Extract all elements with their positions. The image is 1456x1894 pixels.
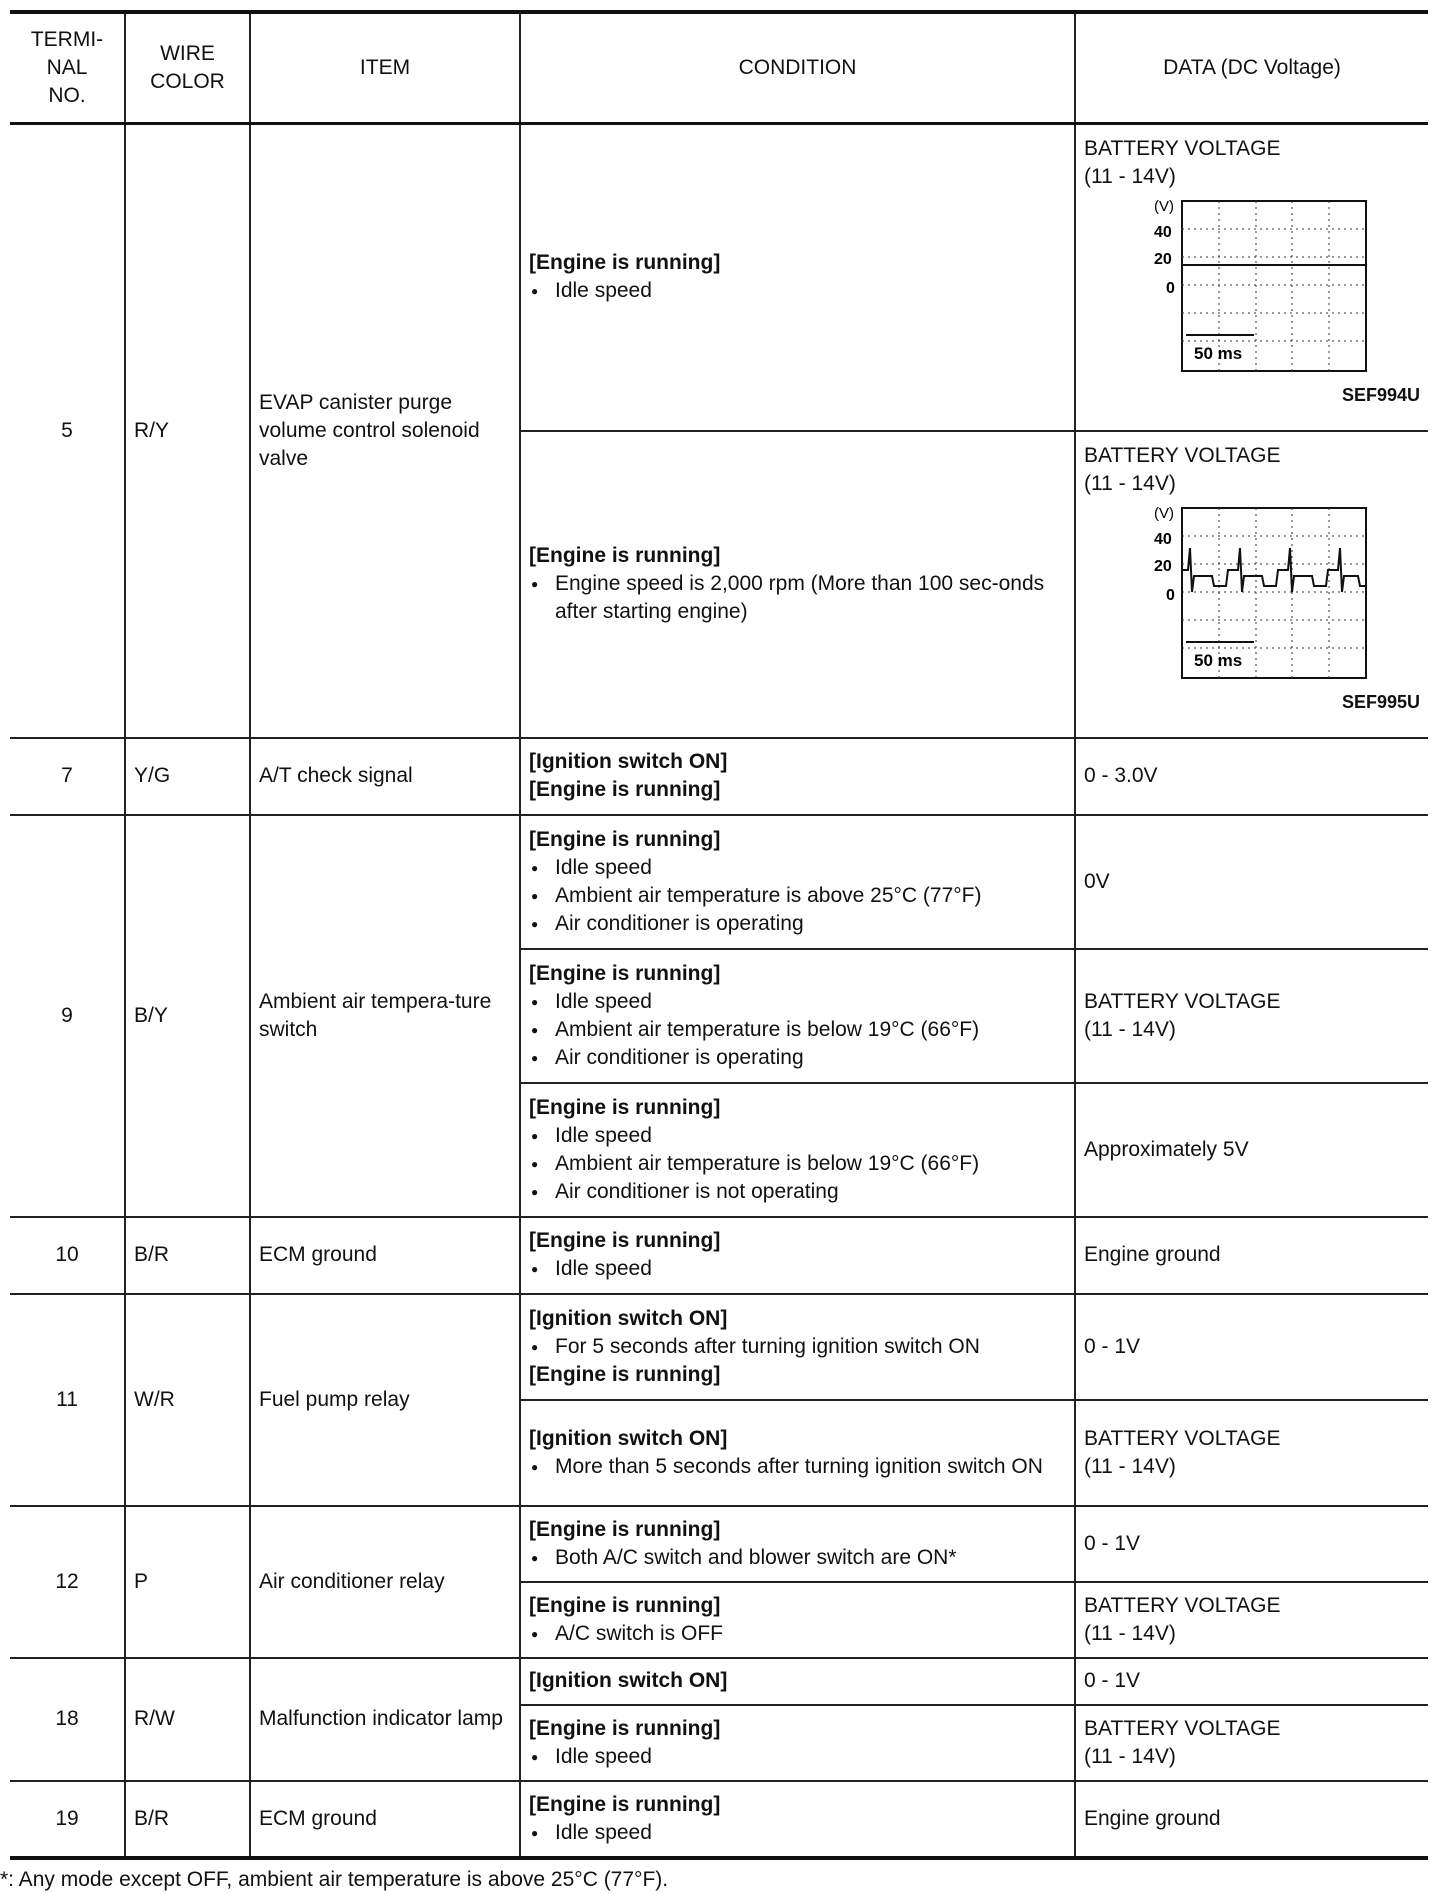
wire-color: B/R	[125, 1217, 250, 1294]
data-value: BATTERY VOLTAGE (11 - 14V)	[1075, 1582, 1428, 1658]
condition	[520, 949, 1075, 1083]
y-tick-label: 20	[1154, 557, 1172, 575]
condition	[520, 1658, 1075, 1705]
condition-bullet: ● Idle speed	[529, 854, 1066, 882]
table-row	[10, 1781, 1428, 1858]
condition-heading: [Ignition switch ON] [Engine is running]	[529, 750, 728, 801]
time-scale-label: 50 ms	[1194, 650, 1243, 670]
condition-heading: [Engine is running]	[529, 544, 721, 567]
condition-heading: [Engine is running]	[529, 1362, 721, 1386]
condition-bullet: ● For 5 seconds after turning ignition switch ON	[529, 1333, 1066, 1361]
wire-color: R/W	[125, 1658, 250, 1781]
data-value: BATTERY VOLTAGE (11 - 14V)	[1084, 443, 1281, 495]
data-value: 0V	[1075, 815, 1428, 949]
y-tick-label: 40	[1154, 530, 1172, 548]
waveform-figure-sef995u	[1124, 504, 1374, 684]
data-value: 0 - 3.0V	[1075, 738, 1428, 815]
condition-bullet: ● Idle speed	[529, 1743, 1066, 1771]
terminal-no: 10	[10, 1217, 125, 1294]
condition	[520, 1217, 1075, 1294]
condition-bullet: ● Ambient air temperature is above 25°C (77°F)	[529, 882, 1066, 910]
item: Ambient air tempera-ture switch	[250, 815, 520, 1217]
figure-ref: SEF995U	[1341, 691, 1420, 712]
table-row	[10, 124, 1428, 431]
condition	[520, 1781, 1075, 1858]
condition-bullet: ● Idle speed	[529, 1255, 1066, 1283]
condition-heading: [Engine is running]	[529, 1716, 721, 1740]
condition-heading: [Engine is running]	[529, 1593, 721, 1617]
header-item: ITEM	[250, 12, 520, 124]
condition-bullet: ● Idle speed	[529, 277, 1066, 305]
condition-heading: [Engine is running]	[529, 827, 721, 851]
terminal-no: 12	[10, 1506, 125, 1658]
header-data: DATA (DC Voltage)	[1075, 12, 1428, 124]
condition-bullet: ● Ambient air temperature is below 19°C (66°F)	[529, 1150, 1066, 1178]
terminal-data-table	[10, 10, 1428, 1860]
condition-heading: [Engine is running]	[529, 1095, 721, 1119]
terminal-no: 7	[10, 738, 125, 815]
condition-bullet: ● Idle speed	[529, 1122, 1066, 1150]
table-row	[10, 1294, 1428, 1400]
condition-heading: [Engine is running]	[529, 1229, 721, 1252]
y-unit-label: (V)	[1154, 504, 1174, 522]
waveform-figure-sef994u	[1124, 197, 1374, 377]
condition-bullet: ● Both A/C switch and blower switch are ON*	[529, 1544, 1066, 1572]
data-cell	[1075, 431, 1428, 738]
item: Malfunction indicator lamp	[250, 1658, 520, 1781]
data-value: 0 - 1V	[1075, 1658, 1428, 1705]
data-cell	[1075, 124, 1428, 431]
condition-heading: [Engine is running]	[529, 1792, 721, 1816]
data-value: BATTERY VOLTAGE (11 - 14V)	[1075, 1705, 1428, 1781]
condition-heading: [Engine is running]	[529, 961, 721, 985]
data-value: BATTERY VOLTAGE (11 - 14V)	[1075, 949, 1428, 1083]
terminal-no: 19	[10, 1781, 125, 1858]
y-tick-label: 0	[1166, 586, 1175, 604]
data-value: BATTERY VOLTAGE (11 - 14V)	[1075, 1400, 1428, 1506]
condition	[520, 1582, 1075, 1658]
item: A/T check signal	[250, 738, 520, 815]
condition	[520, 1294, 1075, 1400]
terminal-no: 11	[10, 1294, 125, 1506]
condition	[520, 738, 1075, 815]
y-tick-label: 40	[1154, 224, 1172, 241]
footnote: *: Any mode except OFF, ambient air temperature is above 25°C (77°F).	[0, 1868, 669, 1891]
y-tick-label: 20	[1154, 251, 1172, 268]
condition	[520, 431, 1075, 738]
header-terminal-no: TERMI- NAL NO.	[10, 12, 125, 124]
y-unit-label: (V)	[1154, 198, 1174, 215]
condition-bullet: ● More than 5 seconds after turning ignition switch ON	[529, 1453, 1066, 1481]
condition-bullet: ● Idle speed	[529, 1819, 1066, 1847]
condition	[520, 815, 1075, 949]
condition	[520, 1400, 1075, 1506]
time-scale-label: 50 ms	[1194, 344, 1243, 363]
condition-heading: [Ignition switch ON]	[529, 1426, 728, 1450]
condition	[520, 1506, 1075, 1582]
y-tick-label: 0	[1166, 280, 1175, 297]
wire-color: B/R	[125, 1781, 250, 1858]
item: Air conditioner relay	[250, 1506, 520, 1658]
condition-heading: [Engine is running]	[529, 1517, 721, 1541]
condition-heading: [Ignition switch ON]	[529, 1306, 728, 1330]
condition-bullet: ● A/C switch is OFF	[529, 1620, 1066, 1648]
condition-bullet: ● Idle speed	[529, 988, 1066, 1016]
data-value: BATTERY VOLTAGE (11 - 14V)	[1084, 137, 1281, 188]
header-row	[10, 12, 1428, 124]
condition	[520, 1705, 1075, 1781]
data-value: Approximately 5V	[1075, 1083, 1428, 1217]
condition-heading: [Engine is running]	[529, 251, 721, 275]
waveform-trace	[1182, 548, 1366, 592]
condition	[520, 1083, 1075, 1217]
wire-color: R/Y	[125, 124, 250, 738]
condition-bullet: ● Air conditioner is not operating	[529, 1178, 1066, 1206]
condition-bullet: ● Air conditioner is operating	[529, 910, 1066, 938]
terminal-no: 18	[10, 1658, 125, 1781]
terminal-no: 9	[10, 815, 125, 1217]
terminal-data-table-wrapper	[10, 10, 1428, 1860]
table-row	[10, 1506, 1428, 1582]
wire-color: B/Y	[125, 815, 250, 1217]
item: ECM ground	[250, 1217, 520, 1294]
data-value: Engine ground	[1075, 1217, 1428, 1294]
data-value: Engine ground	[1075, 1781, 1428, 1858]
condition-bullet: ● Air conditioner is operating	[529, 1044, 1066, 1072]
terminal-no: 5	[10, 124, 125, 738]
table-row	[10, 1658, 1428, 1705]
table-row	[10, 738, 1428, 815]
header-condition: CONDITION	[520, 12, 1075, 124]
condition-heading: [Ignition switch ON]	[529, 1669, 728, 1692]
table-row	[10, 815, 1428, 949]
wire-color: Y/G	[125, 738, 250, 815]
wire-color: P	[125, 1506, 250, 1658]
data-value: 0 - 1V	[1075, 1294, 1428, 1400]
item: ECM ground	[250, 1781, 520, 1858]
item: EVAP canister purge volume control solenoid valve	[250, 124, 520, 738]
condition-bullet: ● Ambient air temperature is below 19°C (66°F)	[529, 1016, 1066, 1044]
wire-color: W/R	[125, 1294, 250, 1506]
table-row	[10, 1217, 1428, 1294]
condition-bullet: ● Engine speed is 2,000 rpm (More than 100 sec-onds after starting engine)	[529, 570, 1066, 626]
item: Fuel pump relay	[250, 1294, 520, 1506]
figure-ref: SEF994U	[1341, 385, 1420, 405]
data-value: 0 - 1V	[1075, 1506, 1428, 1582]
condition	[520, 124, 1075, 431]
header-wire-color: WIRE COLOR	[125, 12, 250, 124]
